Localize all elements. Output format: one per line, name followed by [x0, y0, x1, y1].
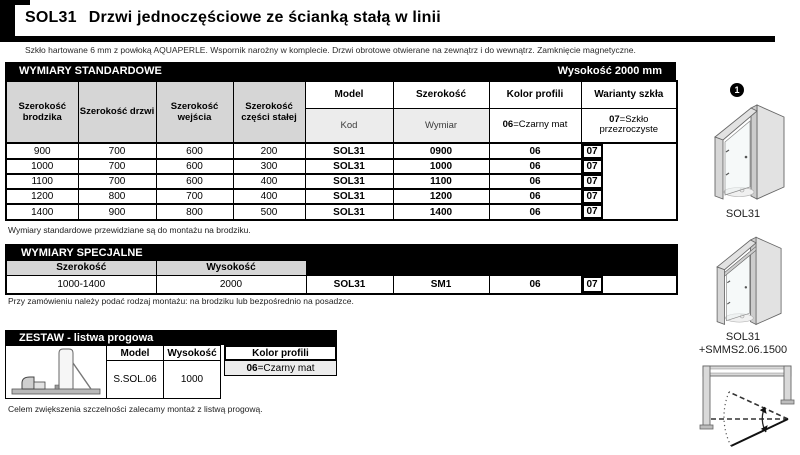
- threshold-image-cell: [5, 345, 107, 399]
- col-header-brodzik: Szerokość brodzika: [6, 81, 78, 143]
- diagram1-label: SOL31: [725, 208, 761, 220]
- standard-section-bar: [5, 62, 676, 80]
- special-dimensions-table: [5, 244, 678, 295]
- table-row: 1400 900 800 500 SOL31 1400 06 07: [6, 204, 677, 220]
- col-header-czesc-stala: Szerokość części stałej: [233, 81, 305, 143]
- glass-variant-cell: 07: [582, 204, 603, 219]
- zestaw-col-kolor: Kolor profili: [224, 345, 337, 361]
- special-bar-filler: [306, 260, 677, 275]
- subheader-szklo-07: 07=Szkło przezroczyste: [581, 108, 677, 143]
- door-swing-top-view: [693, 362, 795, 452]
- col-header-model: Model: [305, 81, 393, 108]
- product-description: Szkło hartowane 6 mm z powłoką AQUAPERLE. Wspornik narożny w komplecie. Drzwi obrotowe otwierane na zewnątrz i do wewnątrz. Zamknięcie magnetyczne.: [25, 45, 636, 55]
- col-header-drzwi: Szerokość drzwi: [78, 81, 156, 143]
- item-number-badge: 1: [730, 83, 744, 97]
- table-row: 900 700 600 200 SOL31 0900 06 07: [6, 143, 677, 159]
- enclosure-diagram-sol31: [697, 95, 791, 205]
- glass-variant-cell: 07: [582, 189, 603, 204]
- special-col-szerokosc: Szerokość: [6, 260, 156, 275]
- special-section-bar: WYMIARY SPECJALNE: [6, 245, 677, 260]
- table-row: 1000-1400 2000 SOL31 SM1 06 07: [6, 275, 677, 294]
- col-header-kolor: Kolor profili: [489, 81, 581, 108]
- zestaw-kolor-value: 06 =Czarny mat: [224, 360, 337, 376]
- zestaw-section-bar: [5, 330, 337, 345]
- glass-variant-cell: 07: [582, 144, 603, 159]
- page-title: [25, 9, 441, 27]
- table-row: 1200 800 700 400 SOL31 1200 06 07: [6, 189, 677, 204]
- subheader-kod: Kod: [305, 108, 393, 143]
- standard-dimensions-table: [5, 80, 678, 221]
- standard-section-title: WYMIARY STANDARDOWE: [19, 65, 162, 77]
- product-name: Drzwi jednoczęściowe ze ścianką stałą w linii: [88, 9, 441, 26]
- col-header-wejscie: Szerokość wejścia: [156, 81, 233, 143]
- diagram2-label: SOL31 +SMMS2.06.1500: [698, 331, 788, 356]
- table-row: 1100 700 600 400 SOL31 1100 06 07: [6, 174, 677, 189]
- special-col-wysokosc: Wysokość: [156, 260, 306, 275]
- zestaw-col-wysokosc: Wysokość: [163, 345, 221, 361]
- title-left-bar: [0, 0, 15, 38]
- zestaw-section-title: ZESTAW - listwa progowa: [19, 331, 154, 344]
- standard-section-height: Wysokość 2000 mm: [557, 65, 662, 77]
- enclosure-diagram-sol31-smms2: [697, 228, 791, 330]
- product-code: SOL31: [25, 9, 77, 26]
- subheader-kolor-06: 06=Czarny mat: [489, 108, 581, 143]
- subheader-wymiar: Wymiar: [393, 108, 489, 143]
- title-divider: [0, 36, 775, 42]
- title-top-notch: [0, 0, 30, 5]
- zestaw-col-model: Model: [106, 345, 164, 361]
- zestaw-model-value: S.SOL.06: [106, 360, 164, 399]
- zestaw-note: Celem zwiększenia szczelności zalecamy montaż z listwą progową.: [8, 404, 263, 414]
- glass-variant-cell: 07: [582, 159, 603, 174]
- zestaw-wysokosc-value: 1000: [163, 360, 221, 399]
- special-note: Przy zamówieniu należy podać rodzaj montażu: na brodziku lub bezpośrednio na posadzce.: [8, 296, 354, 306]
- threshold-strip-drawing: [7, 347, 105, 397]
- glass-variant-cell: 07: [582, 276, 603, 293]
- standard-note: Wymiary standardowe przewidziane są do montażu na brodziku.: [8, 225, 251, 235]
- col-header-szerokosc: Szerokość: [393, 81, 489, 108]
- col-header-szklo: Warianty szkła: [581, 81, 677, 108]
- glass-variant-cell: 07: [582, 174, 603, 189]
- table-row: 1000 700 600 300 SOL31 1000 06 07: [6, 159, 677, 174]
